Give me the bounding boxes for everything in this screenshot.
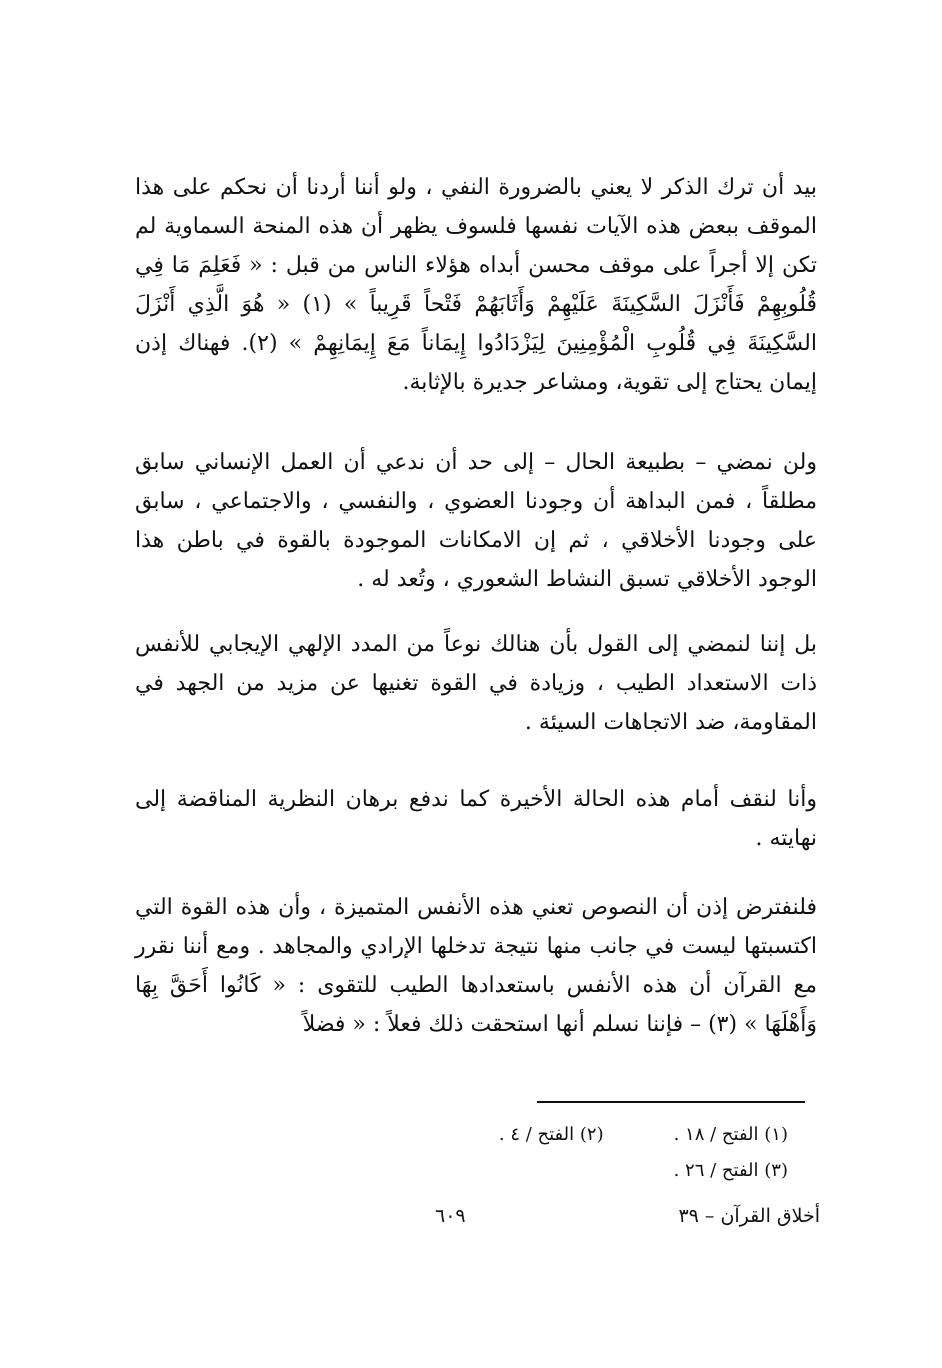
footnote-line-1 [499,1120,788,1150]
footnote-1: (١) الفتح / ١٨ . [673,1124,788,1145]
footnote-line-2 [674,1156,788,1186]
paragraph-4: وأنا لنقف أمام هذه الحالة الأخيرة كما ندفع برهان النظرية المناقضة إلى نهايته . [135,787,817,851]
footnotes [400,1120,788,1190]
footnote-3: (٣) الفتح / ٢٦ . [673,1160,788,1181]
paragraph-2: ولن نمضي – بطبيعة الحال – إلى حد أن ندعي أن العمل الإنساني سابق مطلقاً ، فمن البداهة أن وجودنا العضوي ، والنفسي ، والاجتماعي ، سابق على وجودنا الأخلاقي ، ثم إن الامكانات الموجودة بالقوة في باطن هذا الوجود الأخلاقي تسبق النشاط الشعوري ، وتُعد له . [135,450,817,592]
footnote-2: (٢) الفتح / ٤ . [498,1124,604,1145]
page-footer [100,1205,820,1245]
footnote-divider [537,1101,805,1103]
page-number: ٦٠٩ [435,1205,466,1227]
paragraph-3: بل إننا لنمضي إلى القول بأن هنالك نوعاً من المدد الإلهي الإيجابي للأنفس ذات الاستعداد الطيب ، وزيادة في القوة تغنيها عن مزيد من الجهد في المقاومة، ضد الاتجاهات السيئة . [135,632,817,735]
paragraph-5: فلنفترض إذن أن النصوص تعني هذه الأنفس المتميزة ، وأن هذه القوة التي اكتسبتها ليست في جانب منها نتيجة تدخلها الإرادي والمجاهد . ومع أننا نقرر مع القرآن أن هذه الأنفس باستعدادها الطيب للتقوى : « كَانُوا أَحَقَّ بِهَا وَأَهْلَهَا » (٣) – فإننا نسلم أنها استحقت ذلك فعلاً : « فضلاً [135,895,817,1037]
running-title: أخلاق القرآن – ٣٩ [678,1205,820,1227]
paragraph-1: بيد أن ترك الذكر لا يعني بالضرورة النفي ، ولو أننا أردنا أن نحكم على هذا الموقف ببعض هذه الآيات نفسها فلسوف يظهر أن هذه المنحة السماوية لم تكن إلا أجراً على موقف محسن أبداه هؤلاء الناس من قبل : « فَعَلِمَ مَا فِي قُلُوبِهِمْ فَأَنْزَلَ السَّكِينَةَ عَلَيْهِمْ وَأَثَابَهُمْ فَتْحاً قَرِيباً » (١) « هُوَ الَّذِي أَنْزَلَ السَّكِينَةَ فِي قُلُوبِ الْمُؤْمِنِينَ لِيَزْدَادُوا إِيمَاناً مَعَ إِيمَانِهِمْ » (٢). فهناك إذن إيمان يحتاج إلى تقوية، ومشاعر جديرة بالإثابة. [135,175,818,395]
